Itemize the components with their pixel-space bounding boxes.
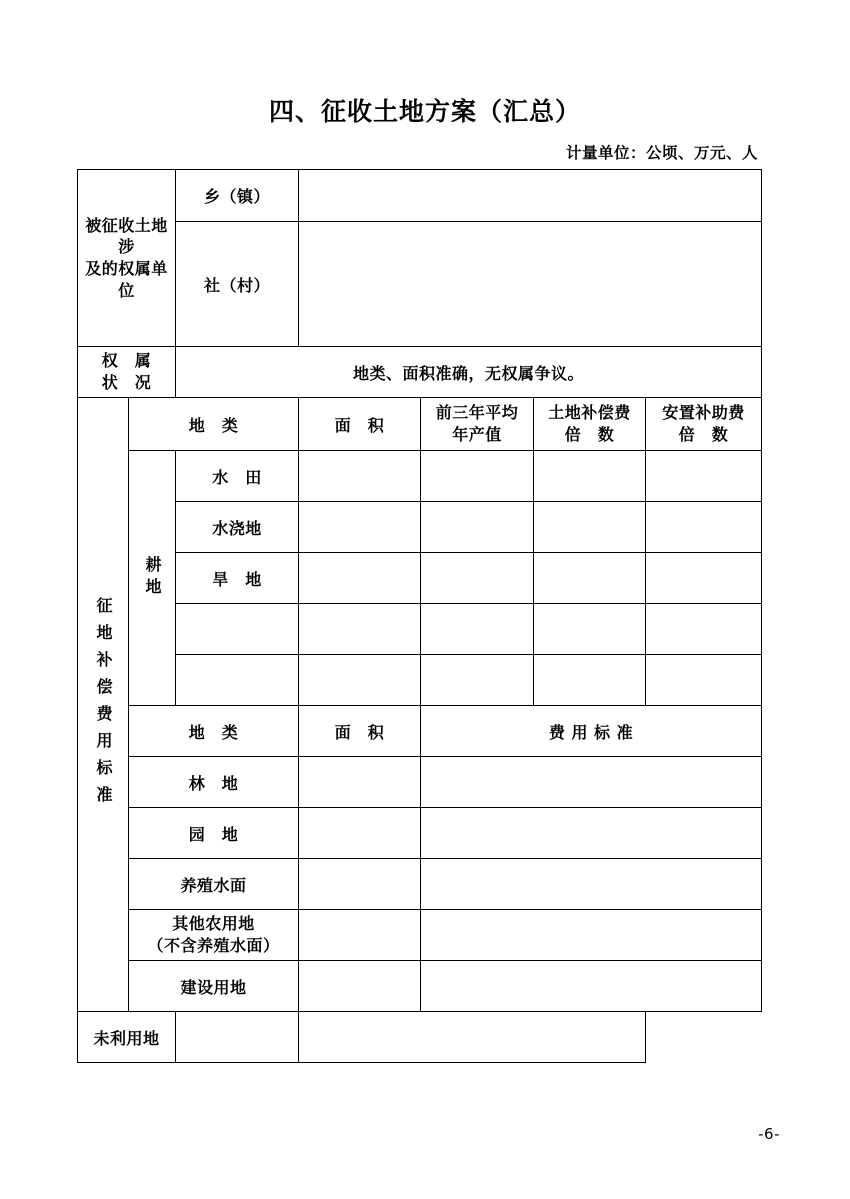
- land-type-forest-land: 林 地: [129, 757, 299, 808]
- area-cell[interactable]: [299, 502, 421, 553]
- table-row: [78, 910, 762, 961]
- header-land-type-1: 地 类: [129, 398, 299, 451]
- area-cell[interactable]: [299, 808, 421, 859]
- yield-cell[interactable]: [421, 604, 534, 655]
- area-cell[interactable]: [299, 859, 421, 910]
- header-land-type-2: 地 类: [129, 706, 299, 757]
- header-area-1: 面 积: [299, 398, 421, 451]
- resettlement-cell[interactable]: [646, 502, 762, 553]
- table-row: [78, 170, 762, 222]
- land-compensation-cell[interactable]: [534, 604, 646, 655]
- yield-cell[interactable]: [421, 451, 534, 502]
- table-row: [78, 553, 762, 604]
- land-type-blank-cell[interactable]: [176, 655, 299, 706]
- header-land-comp-line1: 土地补偿费: [548, 403, 631, 423]
- land-type-other-agricultural-land: [129, 910, 299, 961]
- table-header-row: [78, 706, 762, 757]
- area-cell[interactable]: [299, 451, 421, 502]
- compensation-standard-vertical-text: 征地补偿费用标准: [94, 596, 113, 813]
- land-compensation-cell[interactable]: [534, 553, 646, 604]
- table-row: [78, 451, 762, 502]
- ownership-status-label-line1: 权 属: [101, 351, 152, 371]
- yield-cell[interactable]: [421, 502, 534, 553]
- table-row: [78, 808, 762, 859]
- village-label: 社（村）: [176, 222, 299, 347]
- header-yield-line1: 前三年平均: [435, 403, 519, 423]
- fee-standard-cell[interactable]: [421, 910, 762, 961]
- ownership-status-label: [78, 347, 176, 398]
- fee-standard-cell[interactable]: [421, 961, 762, 1012]
- header-resettle-line1: 安置补助费: [662, 403, 745, 423]
- header-fee-standard: 费 用 标 准: [421, 706, 762, 757]
- land-type-dry-land: 旱 地: [176, 553, 299, 604]
- ownership-status-label-line2: 状 况: [101, 373, 152, 392]
- other-agri-label-line2: （不含养殖水面）: [147, 936, 280, 955]
- fee-standard-cell[interactable]: [421, 757, 762, 808]
- table-row: [78, 655, 762, 706]
- ownership-units-label-line1: 被征收土地涉: [85, 215, 168, 257]
- header-resettle-line2: 倍 数: [678, 425, 729, 444]
- land-type-blank-cell[interactable]: [176, 604, 299, 655]
- table-row: [78, 859, 762, 910]
- land-type-irrigated-land: 水浇地: [176, 502, 299, 553]
- fee-standard-cell[interactable]: [299, 1012, 646, 1063]
- header-average-annual-yield: [421, 398, 534, 451]
- ownership-status-value[interactable]: 地类、面积准确，无权属争议。: [176, 347, 762, 398]
- table-row: [78, 347, 762, 398]
- land-compensation-cell[interactable]: [534, 451, 646, 502]
- resettlement-cell[interactable]: [646, 451, 762, 502]
- fee-standard-cell[interactable]: [421, 808, 762, 859]
- page-number: -6-: [758, 1125, 780, 1143]
- resettlement-cell[interactable]: [646, 655, 762, 706]
- header-area-2: 面 积: [299, 706, 421, 757]
- land-compensation-cell[interactable]: [534, 655, 646, 706]
- table-row: [78, 1012, 762, 1063]
- cultivated-land-group-text: 耕地: [143, 556, 162, 600]
- header-resettlement-subsidy-multiple: [646, 398, 762, 451]
- header-land-compensation-multiple: [534, 398, 646, 451]
- measurement-unit-note: 计量单位：公顷、万元、人: [565, 144, 758, 162]
- page-title: 四、征收土地方案（汇总）: [268, 97, 581, 126]
- land-acquisition-table-wrapper: [77, 169, 761, 1063]
- area-cell[interactable]: [299, 553, 421, 604]
- area-cell[interactable]: [176, 1012, 299, 1063]
- area-cell[interactable]: [299, 910, 421, 961]
- table-row: [78, 502, 762, 553]
- resettlement-cell[interactable]: [646, 604, 762, 655]
- area-cell[interactable]: [299, 604, 421, 655]
- table-row: [78, 961, 762, 1012]
- area-cell[interactable]: [299, 655, 421, 706]
- compensation-standard-vertical-label: [78, 398, 129, 1012]
- township-label: 乡（镇）: [176, 170, 299, 222]
- ownership-units-row-label: [78, 170, 176, 347]
- land-compensation-cell[interactable]: [534, 502, 646, 553]
- township-value-cell[interactable]: [299, 170, 762, 222]
- ownership-units-label-line2: 及的权属单位: [85, 259, 168, 300]
- fee-standard-cell[interactable]: [421, 859, 762, 910]
- area-cell[interactable]: [299, 757, 421, 808]
- table-row: [78, 604, 762, 655]
- table-row: [78, 757, 762, 808]
- other-agri-label-line1: 其他农用地: [172, 914, 255, 934]
- land-type-garden-land: 园 地: [129, 808, 299, 859]
- land-acquisition-table: [77, 169, 762, 1063]
- land-type-paddy-field: 水 田: [176, 451, 299, 502]
- yield-cell[interactable]: [421, 655, 534, 706]
- table-header-row: [78, 398, 762, 451]
- area-cell[interactable]: [299, 961, 421, 1012]
- header-yield-line2: 年产值: [452, 425, 502, 444]
- yield-cell[interactable]: [421, 553, 534, 604]
- header-land-comp-line2: 倍 数: [564, 425, 615, 444]
- village-value-cell[interactable]: [299, 222, 762, 347]
- resettlement-cell[interactable]: [646, 553, 762, 604]
- land-type-aquaculture-water-surface: 养殖水面: [129, 859, 299, 910]
- land-type-unused-land: 未利用地: [78, 1012, 176, 1063]
- land-type-construction-land: 建设用地: [129, 961, 299, 1012]
- cultivated-land-group-label: [129, 451, 176, 706]
- table-row: [78, 222, 762, 347]
